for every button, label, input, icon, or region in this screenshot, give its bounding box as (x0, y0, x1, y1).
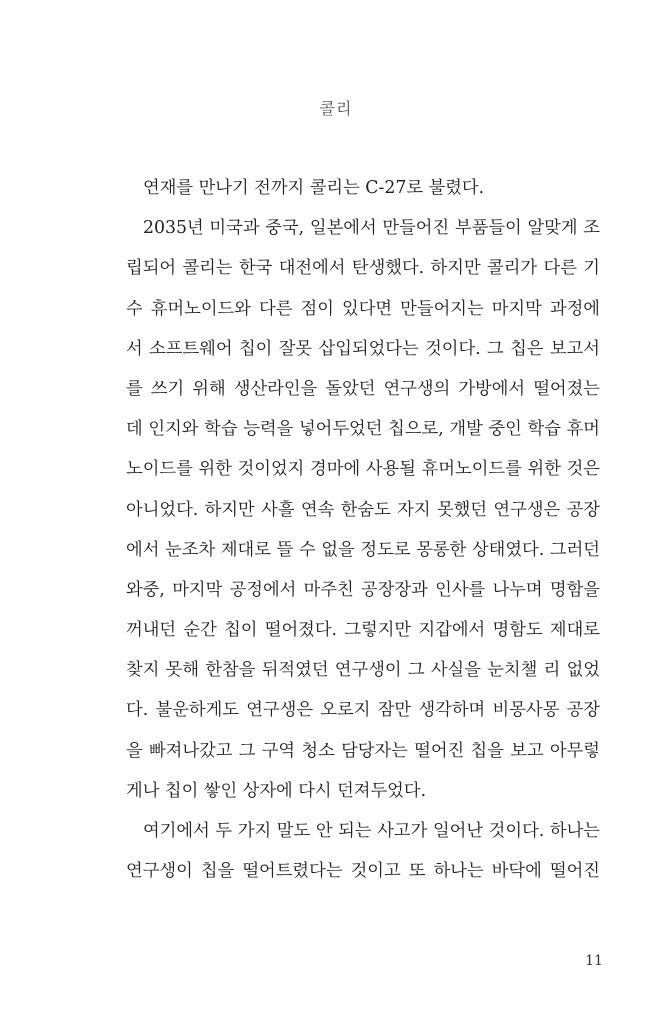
text-line: 수 휴머노이드와 다른 점이 있다면 만들어지는 마지막 과정에 (126, 298, 600, 319)
text-line: 에서 눈조차 제대로 뜰 수 없을 정도로 몽롱한 상태였다. 그러던 (126, 539, 600, 560)
text-line: 와중, 마지막 공정에서 마주친 공장장과 인사를 나누며 명함을 (126, 579, 600, 600)
text-line: 립되어 콜리는 한국 대전에서 탄생했다. 하지만 콜리가 다른 기 (126, 258, 600, 279)
body-text (126, 170, 600, 893)
text-line: 연구생이 칩을 떨어트렸다는 것이고 또 하나는 바닥에 떨어진 (126, 861, 600, 882)
text-line: 찾지 못해 한참을 뒤적였던 연구생이 그 사실을 눈치챌 리 없었 (126, 660, 600, 681)
text-line: 서 소프트웨어 칩이 잘못 삽입되었다는 것이다. 그 칩은 보고서 (126, 338, 600, 359)
text-line: 을 빠져나갔고 그 구역 청소 담당자는 떨어진 칩을 보고 아무렇 (126, 740, 600, 761)
text-line: 연재를 만나기 전까지 콜리는 C-27로 불렸다. (143, 178, 485, 198)
chapter-title: 콜리 (319, 99, 353, 118)
text-line: 를 쓰기 위해 생산라인을 돌았던 연구생의 가방에서 떨어졌는 (126, 378, 600, 399)
text-line: 여기에서 두 가지 말도 안 되는 사고가 일어난 것이다. 하나는 (143, 821, 600, 841)
text-line: 데 인지와 학습 능력을 넣어두었던 칩으로, 개발 중인 학습 휴머 (126, 419, 600, 440)
text-line: 꺼내던 순간 칩이 떨어졌다. 그렇지만 지갑에서 명함도 제대로 (126, 620, 600, 641)
text-line: 아니었다. 하지만 사흘 연속 한숨도 자지 못했던 연구생은 공장 (126, 499, 600, 520)
text-line: 2035년 미국과 중국, 일본에서 만들어진 부품들이 알맞게 조 (143, 218, 600, 239)
page-number: 11 (585, 953, 603, 969)
text-line: 게나 칩이 쌓인 상자에 다시 던져두었다. (126, 780, 427, 801)
text-line: 노이드를 위한 것이었지 경마에 사용될 휴머노이드를 위한 것은 (126, 459, 600, 480)
text-line: 다. 불운하게도 연구생은 오로지 잠만 생각하며 비몽사몽 공장 (126, 700, 600, 721)
